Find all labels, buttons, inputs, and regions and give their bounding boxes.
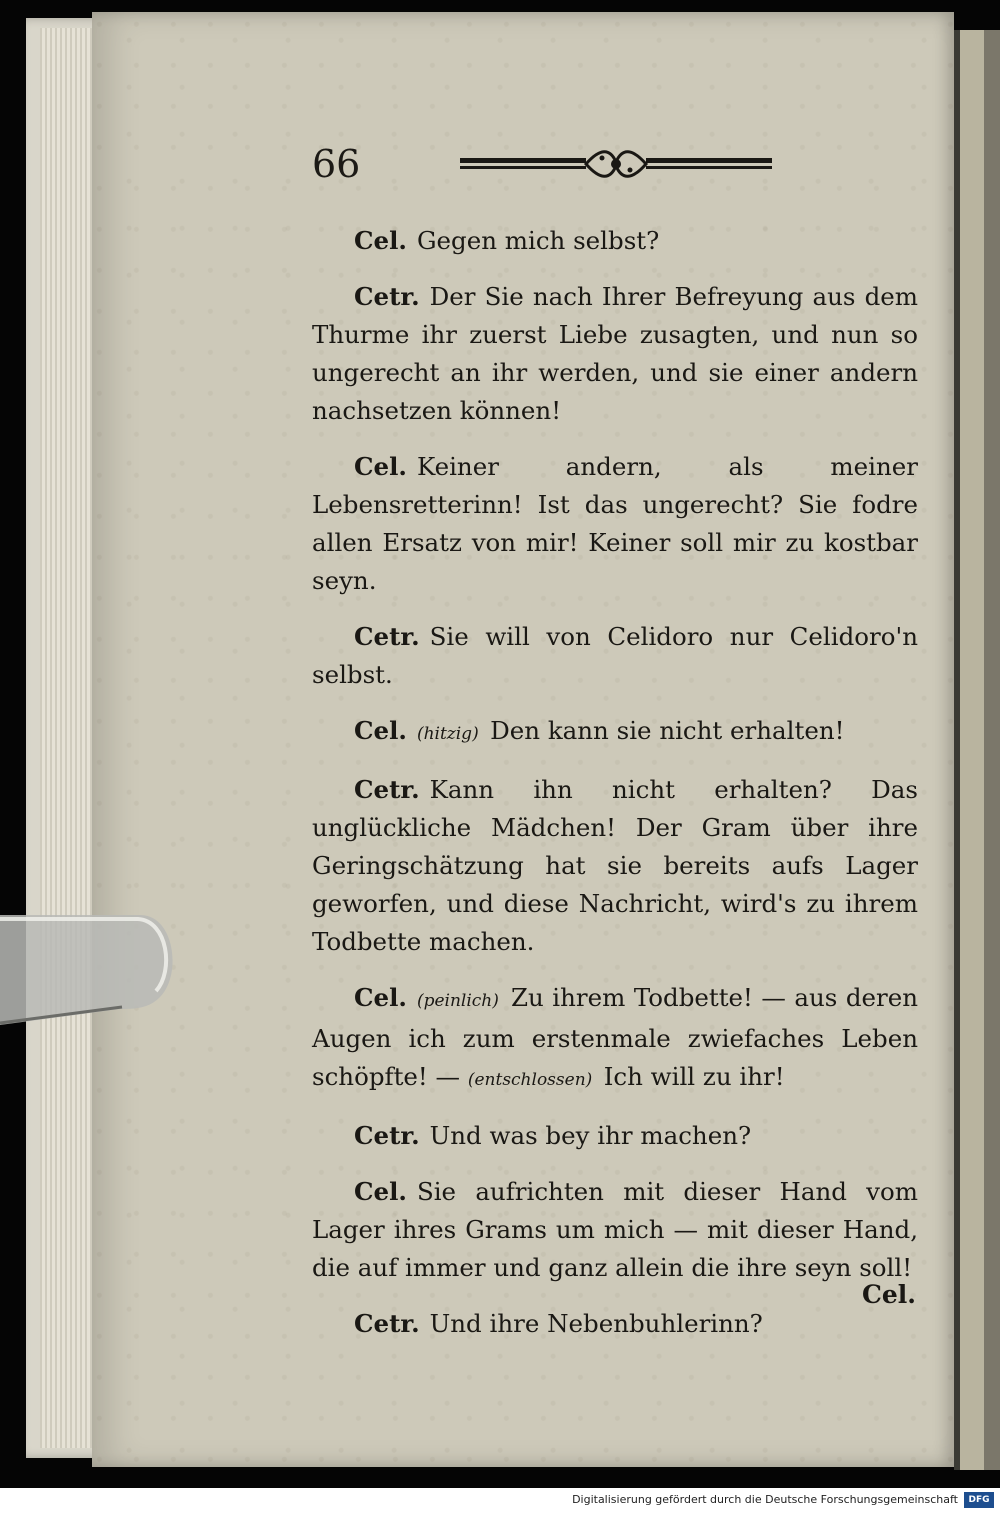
play-dialogue bbox=[312, 222, 918, 1361]
dialogue-text: Zu ihrem Todbette! — aus deren Augen ich zum erstenmale zwiefaches Leben schöpfte! — bbox=[312, 983, 918, 1091]
speaker-name: Cel. bbox=[354, 1177, 407, 1206]
page-number: 66 bbox=[312, 142, 361, 186]
dfg-logo-icon: DFG bbox=[964, 1492, 994, 1508]
dialogue-text: Kann ihn nicht erhalten? Das unglückliche Mädchen! Der Gram über ihre Geringschätzung hat sie bereits aufs Lager geworfen, und diese Nachricht, wird's zu ihrem Todbette machen. bbox=[312, 775, 918, 956]
dialogue-paragraph bbox=[312, 222, 918, 260]
dialogue-paragraph bbox=[312, 278, 918, 430]
speaker-name: Cel. bbox=[354, 716, 407, 745]
speaker-name: Cetr. bbox=[354, 622, 420, 651]
stage-direction: (entschlossen) bbox=[467, 1070, 598, 1090]
page-header bbox=[312, 142, 772, 186]
dialogue-text: Sie aufrichten mit dieser Hand vom Lager ihres Grams um mich — mit dieser Hand, die auf immer und ganz allein die ihre seyn soll! bbox=[312, 1177, 918, 1282]
dialogue-text: Und was bey ihr machen? bbox=[429, 1121, 752, 1150]
dialogue-text: Der Sie nach Ihrer Befreyung aus dem Thurme ihr zuerst Liebe zusagten, und nun so ungerecht an ihr werden, und sie einer andern nachsetzen können! bbox=[312, 282, 918, 425]
dialogue-text: Ich will zu ihr! bbox=[603, 1062, 785, 1091]
facing-page-edge bbox=[954, 30, 1000, 1470]
dialogue-paragraph bbox=[312, 618, 918, 694]
speaker-name: Cetr. bbox=[354, 1309, 420, 1338]
stage-direction: (peinlich) bbox=[416, 991, 505, 1011]
dialogue-paragraph bbox=[312, 448, 918, 600]
speaker-name: Cetr. bbox=[354, 775, 420, 804]
dialogue-text: Keiner andern, als meiner Lebensretterinn! Ist das ungerecht? Sie fodre allen Ersatz von mir! Keiner soll mir zu kostbar seyn. bbox=[312, 452, 918, 595]
speaker-name: Cel. bbox=[354, 226, 407, 255]
dialogue-text: Und ihre Nebenbuhlerinn? bbox=[429, 1309, 763, 1338]
dialogue-paragraph bbox=[312, 979, 918, 1099]
dialogue-paragraph bbox=[312, 771, 918, 961]
speaker-name: Cetr. bbox=[354, 282, 420, 311]
dialogue-paragraph bbox=[312, 1117, 918, 1155]
footer-credit: Digitalisierung gefördert durch die Deutsche Forschungsgemeinschaft bbox=[572, 1493, 958, 1506]
dialogue-text: Gegen mich selbst? bbox=[416, 226, 660, 255]
speaker-name: Cel. bbox=[354, 983, 407, 1012]
speaker-name: Cetr. bbox=[354, 1121, 420, 1150]
catchword: Cel. bbox=[862, 1280, 917, 1309]
stage-direction: (hitzig) bbox=[416, 724, 485, 744]
speaker-name: Cel. bbox=[354, 452, 407, 481]
dialogue-paragraph bbox=[312, 712, 918, 753]
dialogue-paragraph bbox=[312, 1173, 918, 1287]
dialogue-text: Sie will von Celidoro nur Celidoro'n selbst. bbox=[312, 622, 918, 689]
glass-clip bbox=[0, 905, 180, 1035]
dialogue-paragraph bbox=[312, 1305, 918, 1343]
header-ornament bbox=[460, 148, 772, 180]
footer-bar bbox=[0, 1488, 1000, 1513]
dialogue-text: Den kann sie nicht erhalten! bbox=[490, 716, 845, 745]
